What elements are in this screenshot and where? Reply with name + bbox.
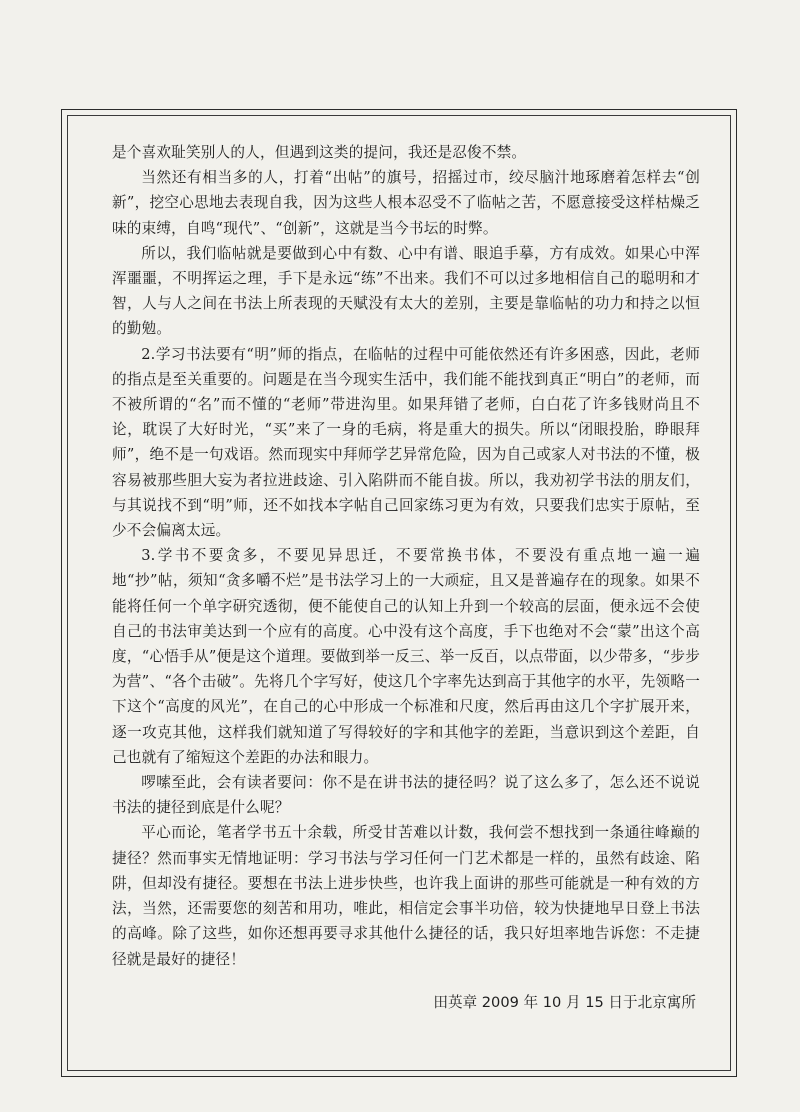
paragraph: 当然还有相当多的人，打着“出帖”的旗号，招摇过市，绞尽脑汁地琢磨着怎样去“创新”，挖空心思地去表现自我，因为这些人根本忍受不了临帖之苦，不愿意接受这样枯燥乏味的束缚，自鸣“现代”、“创新”，这就是当今书坛的时弊。 bbox=[112, 169, 700, 237]
paragraph-point-2: 2.学习书法要有“明”师的指点，在临帖的过程中可能依然还有许多困惑，因此，老师的指点是至关重要的。问题是在当今现实生活中，我们能不能找到真正“明白”的老师，而不被所谓的“名”而不懂的“老师”带进沟里。如果拜错了老师，白白花了许多钱财尚且不论，耽误了大好时光，“买”来了一身的毛病，将是重大的损失。所以“闭眼投胎，睁眼拜师”，绝不是一句戏语。然而现实中拜师学艺异常危险，因为自己或家人对书法的不懂，极容易被那些胆大妄为者拉进歧途、引入陷阱而不能自拔。所以，我劝初学书法的朋友们，与其说找不到“明”师，还不如找本字帖自己回家练习更为有效，只要我们忠实于原帖，至少不会偏离太远。 bbox=[112, 345, 700, 540]
paragraph: 所以，我们临帖就是要做到心中有数、心中有谱、眼追手摹，方有成效。如果心中浑浑噩噩，不明挥运之理，手下是永远“练”不出来。我们不可以过多地相信自己的聪明和才智，人与人之间在书法上所表现的天赋没有太大的差别，主要是靠临帖的功力和持之以恒的勤勉。 bbox=[112, 244, 700, 338]
paragraph-point-3: 3.学书不要贪多，不要见异思迁，不要常换书体，不要没有重点地一遍一遍地“抄”帖，须知“贪多嚼不烂”是书法学习上的一大顽症，且又是普遍存在的现象。如果不能将任何一个单字研究透彻，便不能使自己的认知上升到一个较高的层面，便永远不会使自己的书法审美达到一个应有的高度。心中没有这个高度，手下也绝对不会“蒙”出这个高度，“心悟手从”便是这个道理。要做到举一反三、举一反百，以点带面，以少带多，“步步为营”、“各个击破”。先将几个字写好，使这几个字率先达到高于其他字的水平，先领略一下这个“高度的风光”，在自己的心中形成一个标准和尺度，然后再由这几个字扩展开来，逐一攻克其他，这样我们就知道了写得较好的字和其他字的差距，当意识到这个差距，自己也就有了缩短这个差距的办法和眼力。 bbox=[112, 547, 700, 766]
article-body bbox=[112, 140, 700, 1015]
author-signature: 田英章 2009 年 10 月 15 日于北京寓所 bbox=[433, 993, 696, 1011]
paragraph: 平心而论，笔者学书五十余载，所受甘苦难以计数，我何尝不想找到一条通往峰巅的捷径？然而事实无情地证明：学习书法与学习任何一门艺术都是一样的，虽然有歧途、陷阱，但却没有捷径。要想在书法上进步快些，也许我上面讲的那些可能就是一种有效的方法，当然，还需要您的刻苦和用功，唯此，相信定会事半功倍，较为快捷地早日登上书法的高峰。除了这些，如你还想再要寻求其他什么捷径的话，我只好坦率地告诉您：不走捷径就是最好的捷径！ bbox=[112, 824, 700, 968]
paragraph-continuation: 是个喜欢耻笑别人的人，但遇到这类的提问，我还是忍俊不禁。 bbox=[112, 144, 527, 161]
paragraph: 啰嗦至此，会有读者要问：你不是在讲书法的捷径吗？说了这么多了，怎么还不说说书法的捷径到底是什么呢？ bbox=[112, 774, 700, 817]
